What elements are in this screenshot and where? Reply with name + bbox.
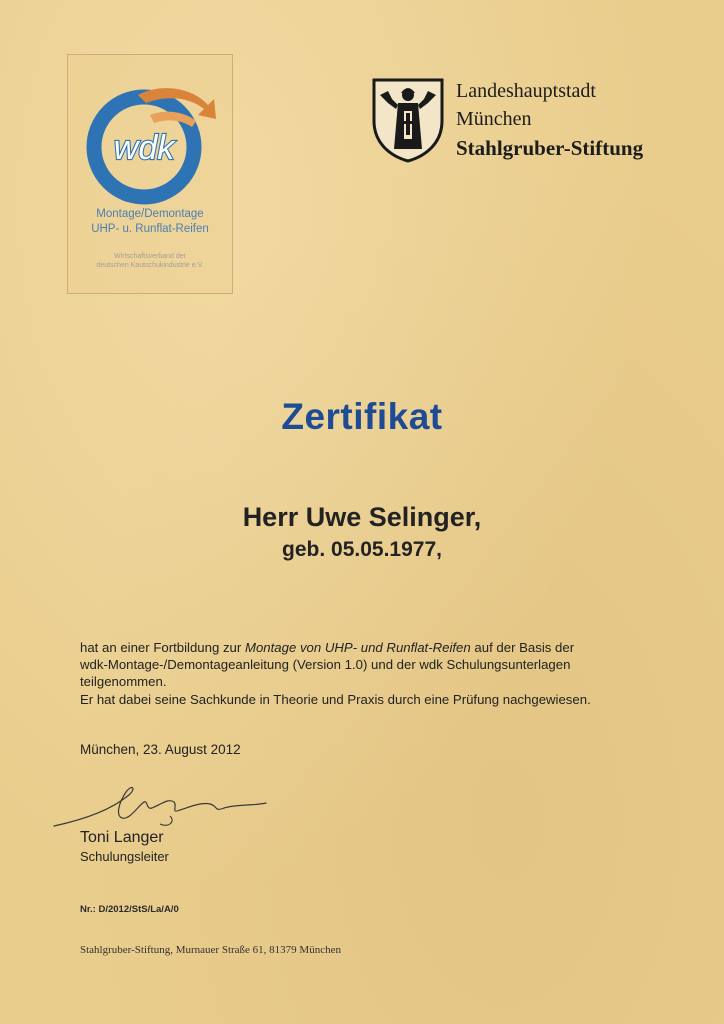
body-line1-post: auf der Basis der: [470, 640, 575, 655]
body-line2: wdk-Montage-/Demontageanleitung (Version 1.0) und der wdk Schulungsunterlagen: [80, 657, 571, 672]
body-line3: teilgenommen.: [80, 674, 167, 689]
signature: [52, 776, 282, 832]
course-name: Montage von UHP- und Runflat-Reifen: [244, 640, 471, 655]
certificate-title: Zertifikat: [281, 396, 443, 437]
certificate-number: Nr.: D/2012/StS/La/A/0: [80, 904, 179, 915]
city-name-line1: Landeshauptstadt: [456, 80, 596, 102]
wdk-association-line2: deutschen Kautschukindustrie e.V.: [96, 262, 204, 269]
birth-date: geb. 05.05.1977,: [282, 538, 442, 561]
city-name-line2: München: [456, 108, 532, 130]
foundation-name: Stahlgruber-Stiftung: [456, 136, 644, 160]
body-line4: Er hat dabei seine Sachkunde in Theorie und Praxis durch eine Prüfung nachgewiesen.: [80, 692, 591, 707]
place-date: München, 23. August 2012: [80, 742, 241, 757]
signer-role: Schulungsleiter: [80, 849, 169, 864]
wdk-association-line1: Wirtschaftsverband der: [114, 253, 186, 260]
body-line1: [80, 640, 574, 655]
wdk-logo-text: wdk: [113, 129, 175, 167]
munich-crest-icon: [370, 77, 446, 163]
recipient-name: Herr Uwe Selinger,: [242, 502, 482, 532]
body-line1-pre: hat an einer Fortbildung zur: [80, 640, 245, 655]
wdk-logo: [80, 69, 220, 209]
wdk-badge: [67, 54, 233, 294]
wdk-line1: Montage/Demontage: [96, 208, 204, 220]
footer-address: Stahlgruber-Stiftung, Murnauer Straße 61, 81379 München: [80, 944, 341, 956]
signer-name: Toni Langer: [80, 829, 164, 846]
wdk-line2: UHP- u. Runflat-Reifen: [91, 223, 209, 235]
